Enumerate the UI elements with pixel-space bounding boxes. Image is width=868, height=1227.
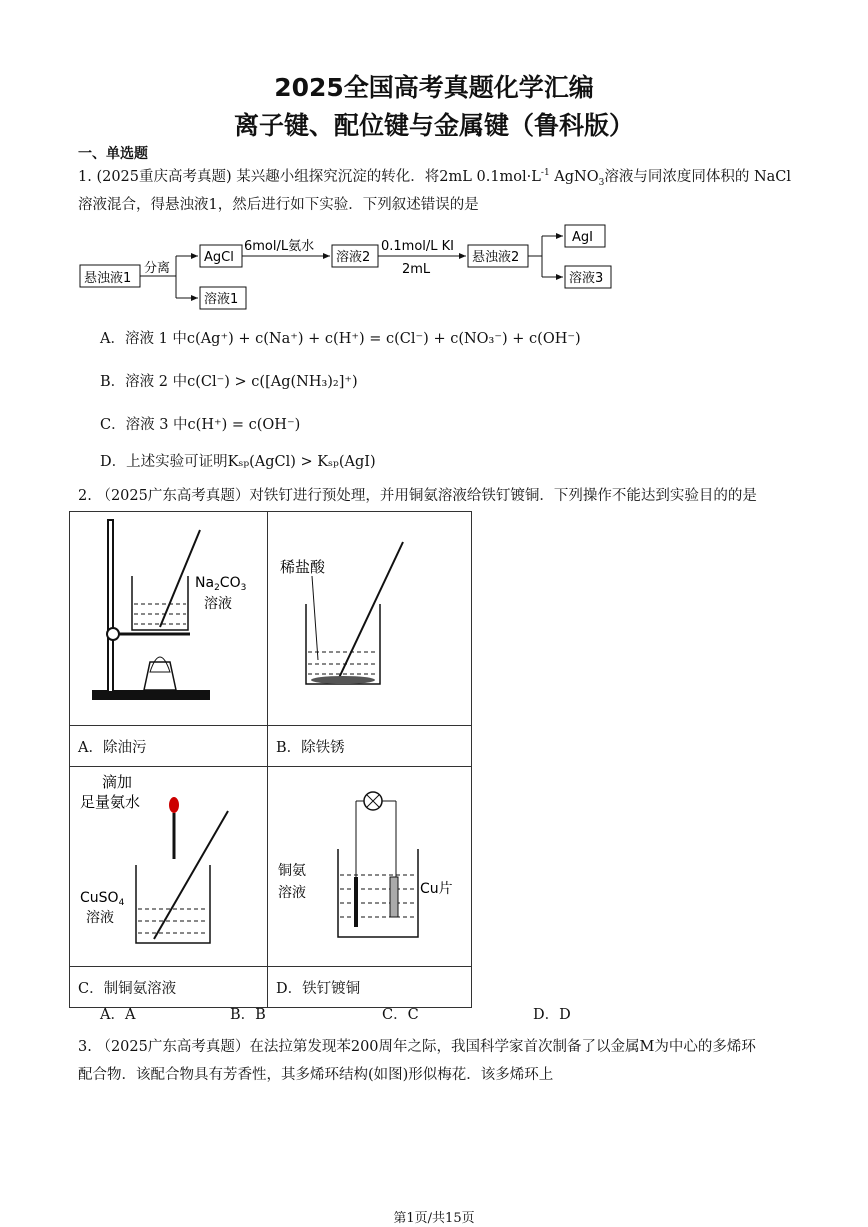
flow-start-label: 悬浊液1	[84, 271, 132, 286]
q3-stem-line1: 3. （2025广东高考真题）在法拉第发现苯200周年之际，我国科学家首次制备了以金属M为中心的多烯环	[78, 1039, 756, 1055]
section-heading: 一、单选题	[78, 146, 148, 162]
q2-choice-b[interactable]: B．B	[230, 1007, 266, 1023]
q1-flow-diagram	[78, 220, 638, 315]
q2-caption-a: A．除油污	[70, 726, 268, 767]
q1-option-d[interactable]: D．上述实验可证明Kₛₚ(AgCl) > Kₛₚ(AgI)	[100, 454, 376, 470]
q2-figure-b	[268, 512, 472, 726]
page-title: 2025全国高考真题化学汇编	[274, 73, 594, 102]
flow-sol2-label: 溶液2	[336, 250, 371, 265]
q3-stem-line2: 配合物．该配合物具有芳香性，其多烯环结构(如图)形似梅花．该多烯环上	[78, 1067, 554, 1083]
q1-option-b[interactable]: B．溶液 2 中c(Cl⁻) > c([Ag(NH₃)₂]⁺)	[100, 374, 358, 390]
flow-agcl-label: AgCl	[204, 250, 234, 265]
q2-choice-c[interactable]: C．C	[382, 1007, 419, 1023]
q2-figure-table	[69, 511, 472, 1008]
q1-stem-line2: 溶液混合，得悬浊液1，然后进行如下实验．下列叙述错误的是	[78, 197, 479, 213]
q2-caption-d: D．铁钉镀铜	[268, 967, 472, 1008]
q1-stem-line1: 1. (2025重庆高考真题) 某兴趣小组探究沉淀的转化．将2mL $0.1mol\cdot L^{-1}$ AgNO$_3$溶液与同浓度同体积的 NaCl	[78, 168, 792, 188]
q2-stem: 2. （2025广东高考真题）对铁钉进行预处理，并用铜氨溶液给铁钉镀铜．下列操作不能达到实验目的的是	[78, 488, 757, 504]
q2-caption-b: B．除铁锈	[268, 726, 472, 767]
q2d-label3: Cu片	[420, 881, 453, 897]
q2-figure-c	[70, 767, 268, 967]
q2-figure-a	[70, 512, 268, 726]
flow-sep-label: 分离	[144, 261, 171, 276]
q2-choice-a[interactable]: A．A	[100, 1007, 136, 1023]
q2-caption-c: C．制铜氨溶液	[70, 967, 268, 1008]
flow-agi-label: AgI	[572, 230, 593, 245]
q2c-label2: 足量氨水	[80, 793, 141, 811]
page-subtitle: 离子键、配位键与金属键（鲁科版）	[233, 111, 634, 140]
q2-choice-d[interactable]: D．D	[533, 1007, 571, 1023]
flow-sol3-label: 溶液3	[569, 271, 604, 286]
q1-option-c[interactable]: C．溶液 3 中c(H⁺) = c(OH⁻)	[100, 417, 301, 433]
q1-option-a[interactable]: A．溶液 1 中c(Ag⁺) + c(Na⁺) + c(H⁺) = c(Cl⁻) + c(NO₃⁻) + c(OH⁻)	[100, 331, 581, 347]
q2c-label1: 滴加	[102, 773, 133, 791]
q2c-label4: 溶液	[86, 910, 114, 926]
q2b-label: 稀盐酸	[280, 558, 326, 576]
q2c-label3: CuSO$_4$	[80, 890, 125, 908]
flow-vol-label: 2mL	[402, 262, 431, 277]
flow-reagent1-label: 6mol/L氨水	[244, 239, 315, 254]
flow-reagent2-label: 0.1mol/L KI	[381, 239, 455, 254]
q2d-label2: 溶液	[278, 885, 306, 901]
q2a-label-na: $Na_2CO_3$	[195, 575, 247, 593]
q2d-label1: 铜氨	[278, 863, 306, 879]
page-footer: 第1页/共15页	[393, 1211, 475, 1226]
q2a-label-sol: 溶液	[204, 596, 232, 612]
flow-susp2-label: 悬浊液2	[472, 250, 520, 265]
q2-figure-d	[268, 767, 472, 967]
flow-sol1-label: 溶液1	[204, 292, 239, 307]
